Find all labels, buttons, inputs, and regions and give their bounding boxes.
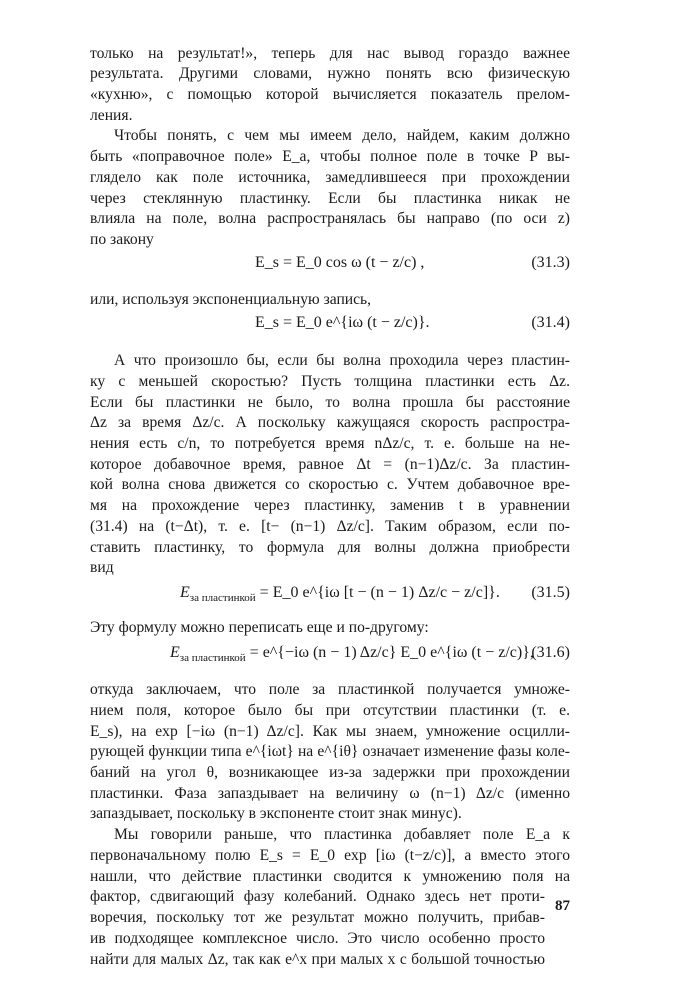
- text-line: ку с меньшей скоростью? Пусть толщина пластинки есть Δz.: [90, 373, 570, 390]
- equation-expression: E_s = E_0 e^{iω (t − z/c)}.: [255, 314, 430, 331]
- equation-expression: $E_{за пластинкой}$ = E_0 e^{iω [t − (n − 1) Δz/c − z/c]}.: [180, 584, 500, 605]
- text-line: (31.4) на (t−Δt), т. е. [t− (n−1) Δz/c]. Таким образом, если по-: [90, 518, 570, 535]
- text-line: найти для малых Δz, так как e^x при малых x с большой точностью: [90, 951, 545, 968]
- text-line: «кухню», с помощью которой вычисляется показатель прелом-: [90, 86, 570, 103]
- equation-31-6: [90, 644, 570, 674]
- text-line: результата. Другими словами, нужно понять всю физическую: [90, 65, 570, 82]
- text-line: быть «поправочное поле» E_a, чтобы полное поле в точке P вы-: [90, 148, 570, 165]
- equation-subscript: за пластинкой: [179, 652, 246, 665]
- text-line: мя на прохождение через пластинку, заменив t в уравнении: [90, 497, 570, 514]
- equation-number: (31.5): [531, 584, 570, 601]
- text-line: кой волна снова движется со скоростью c. Учтем добавочное вре-: [90, 476, 570, 493]
- text-line: ления.: [90, 107, 133, 124]
- text-line: нения есть c/n, то потребуется время nΔz/c, т. е. больше на не-: [90, 435, 570, 452]
- text-line: влияла на поле, волна распространялась бы направо (по оси z): [90, 210, 570, 227]
- text-line: нашли, что действие пластинки сводится к умножению поля на: [90, 868, 570, 885]
- text-line: Мы говорили раньше, что пластинка добавляет поле E_a к: [114, 826, 570, 843]
- text-line: или, используя экспоненциальную запись,: [90, 291, 372, 308]
- text-line: Если бы пластинки не было, то волна прошла бы расстояние: [90, 394, 570, 411]
- equation-rhs: E_0 e^{iω [t − (n − 1) Δz/c − z/c]}.: [272, 584, 500, 601]
- text-line: рующей функции типа e^{iωt} на e^{iθ} означает изменение фазы коле-: [90, 743, 570, 760]
- equation-expression: E_s = E_0 cos ω (t − z/c) ,: [255, 254, 425, 271]
- text-line: Δz за время Δz/c. А поскольку кажущаяся скорость распростра-: [90, 414, 570, 431]
- text-line: через стеклянную пластинку. Если бы пластинка никак не: [90, 190, 570, 207]
- equation-31-3: [90, 248, 570, 286]
- text-line: Чтобы понять, с чем мы имеем дело, найдем, каким должно: [114, 127, 570, 144]
- equation-rhs: e^{−iω (n − 1) Δz/c} E_0 e^{iω (t − z/c)},: [262, 644, 534, 661]
- text-line: ив подходящее комплексное число. Это число особенно просто: [90, 930, 545, 947]
- text-line: пластинки. Фаза запаздывает на величину ω (n−1) Δz/c (именно: [90, 785, 570, 802]
- text-line: E_s), на exp [−iω (n−1) Δz/c]. Как мы знаем, умножение осцилли-: [90, 723, 570, 740]
- text-line: воречия, поскольку тот же результат можно получить, прибав-: [90, 909, 545, 926]
- page-number: 87: [555, 898, 570, 914]
- text-line: которое добавочное время, равное Δt = (n−1)Δz/c. За пластин-: [90, 456, 570, 473]
- text-line: запаздывает, поскольку в экспоненте стоит знак минус).: [90, 805, 462, 822]
- equation-expression: $E_{за пластинкой}$ = e^{−iω (n − 1) Δz/c} E_0 e^{iω (t − z/c)},: [170, 644, 534, 665]
- equation-number: (31.6): [531, 644, 570, 661]
- text-line: вид: [90, 559, 114, 576]
- text-line: фактор, сдвигающий фазу колебаний. Однако здесь нет проти-: [90, 888, 545, 905]
- text-line: по закону: [90, 231, 154, 248]
- text-line: А что произошло бы, если бы волна проходила через пластин-: [114, 352, 570, 369]
- text-line: глядело как поле источника, замедлившееся при прохождении: [90, 169, 570, 186]
- text-line: баний на угол θ, возникающее из-за задержки при прохождении: [90, 764, 570, 781]
- text-line: нием поля, которое было бы при отсутствии пластинки (т. е.: [90, 702, 570, 719]
- text-line: ставить пластинку, то формула для волны должна приобрести: [90, 539, 570, 556]
- equation-number: (31.3): [531, 254, 570, 271]
- text-line: только на результат!», теперь для нас вывод гораздо важнее: [90, 45, 570, 62]
- equation-31-4: [90, 314, 570, 344]
- text-line: откуда заключаем, что поле за пластинкой получается умноже-: [90, 681, 570, 698]
- equation-31-5: [90, 584, 570, 614]
- text-line: Эту формулу можно переписать еще и по-другому:: [90, 619, 429, 636]
- text-line: первоначальному полю E_s = E_0 exp [iω (t−z/c)], а вместо этого: [90, 847, 570, 864]
- equation-number: (31.4): [531, 314, 570, 331]
- equation-subscript: за пластинкой: [189, 592, 256, 605]
